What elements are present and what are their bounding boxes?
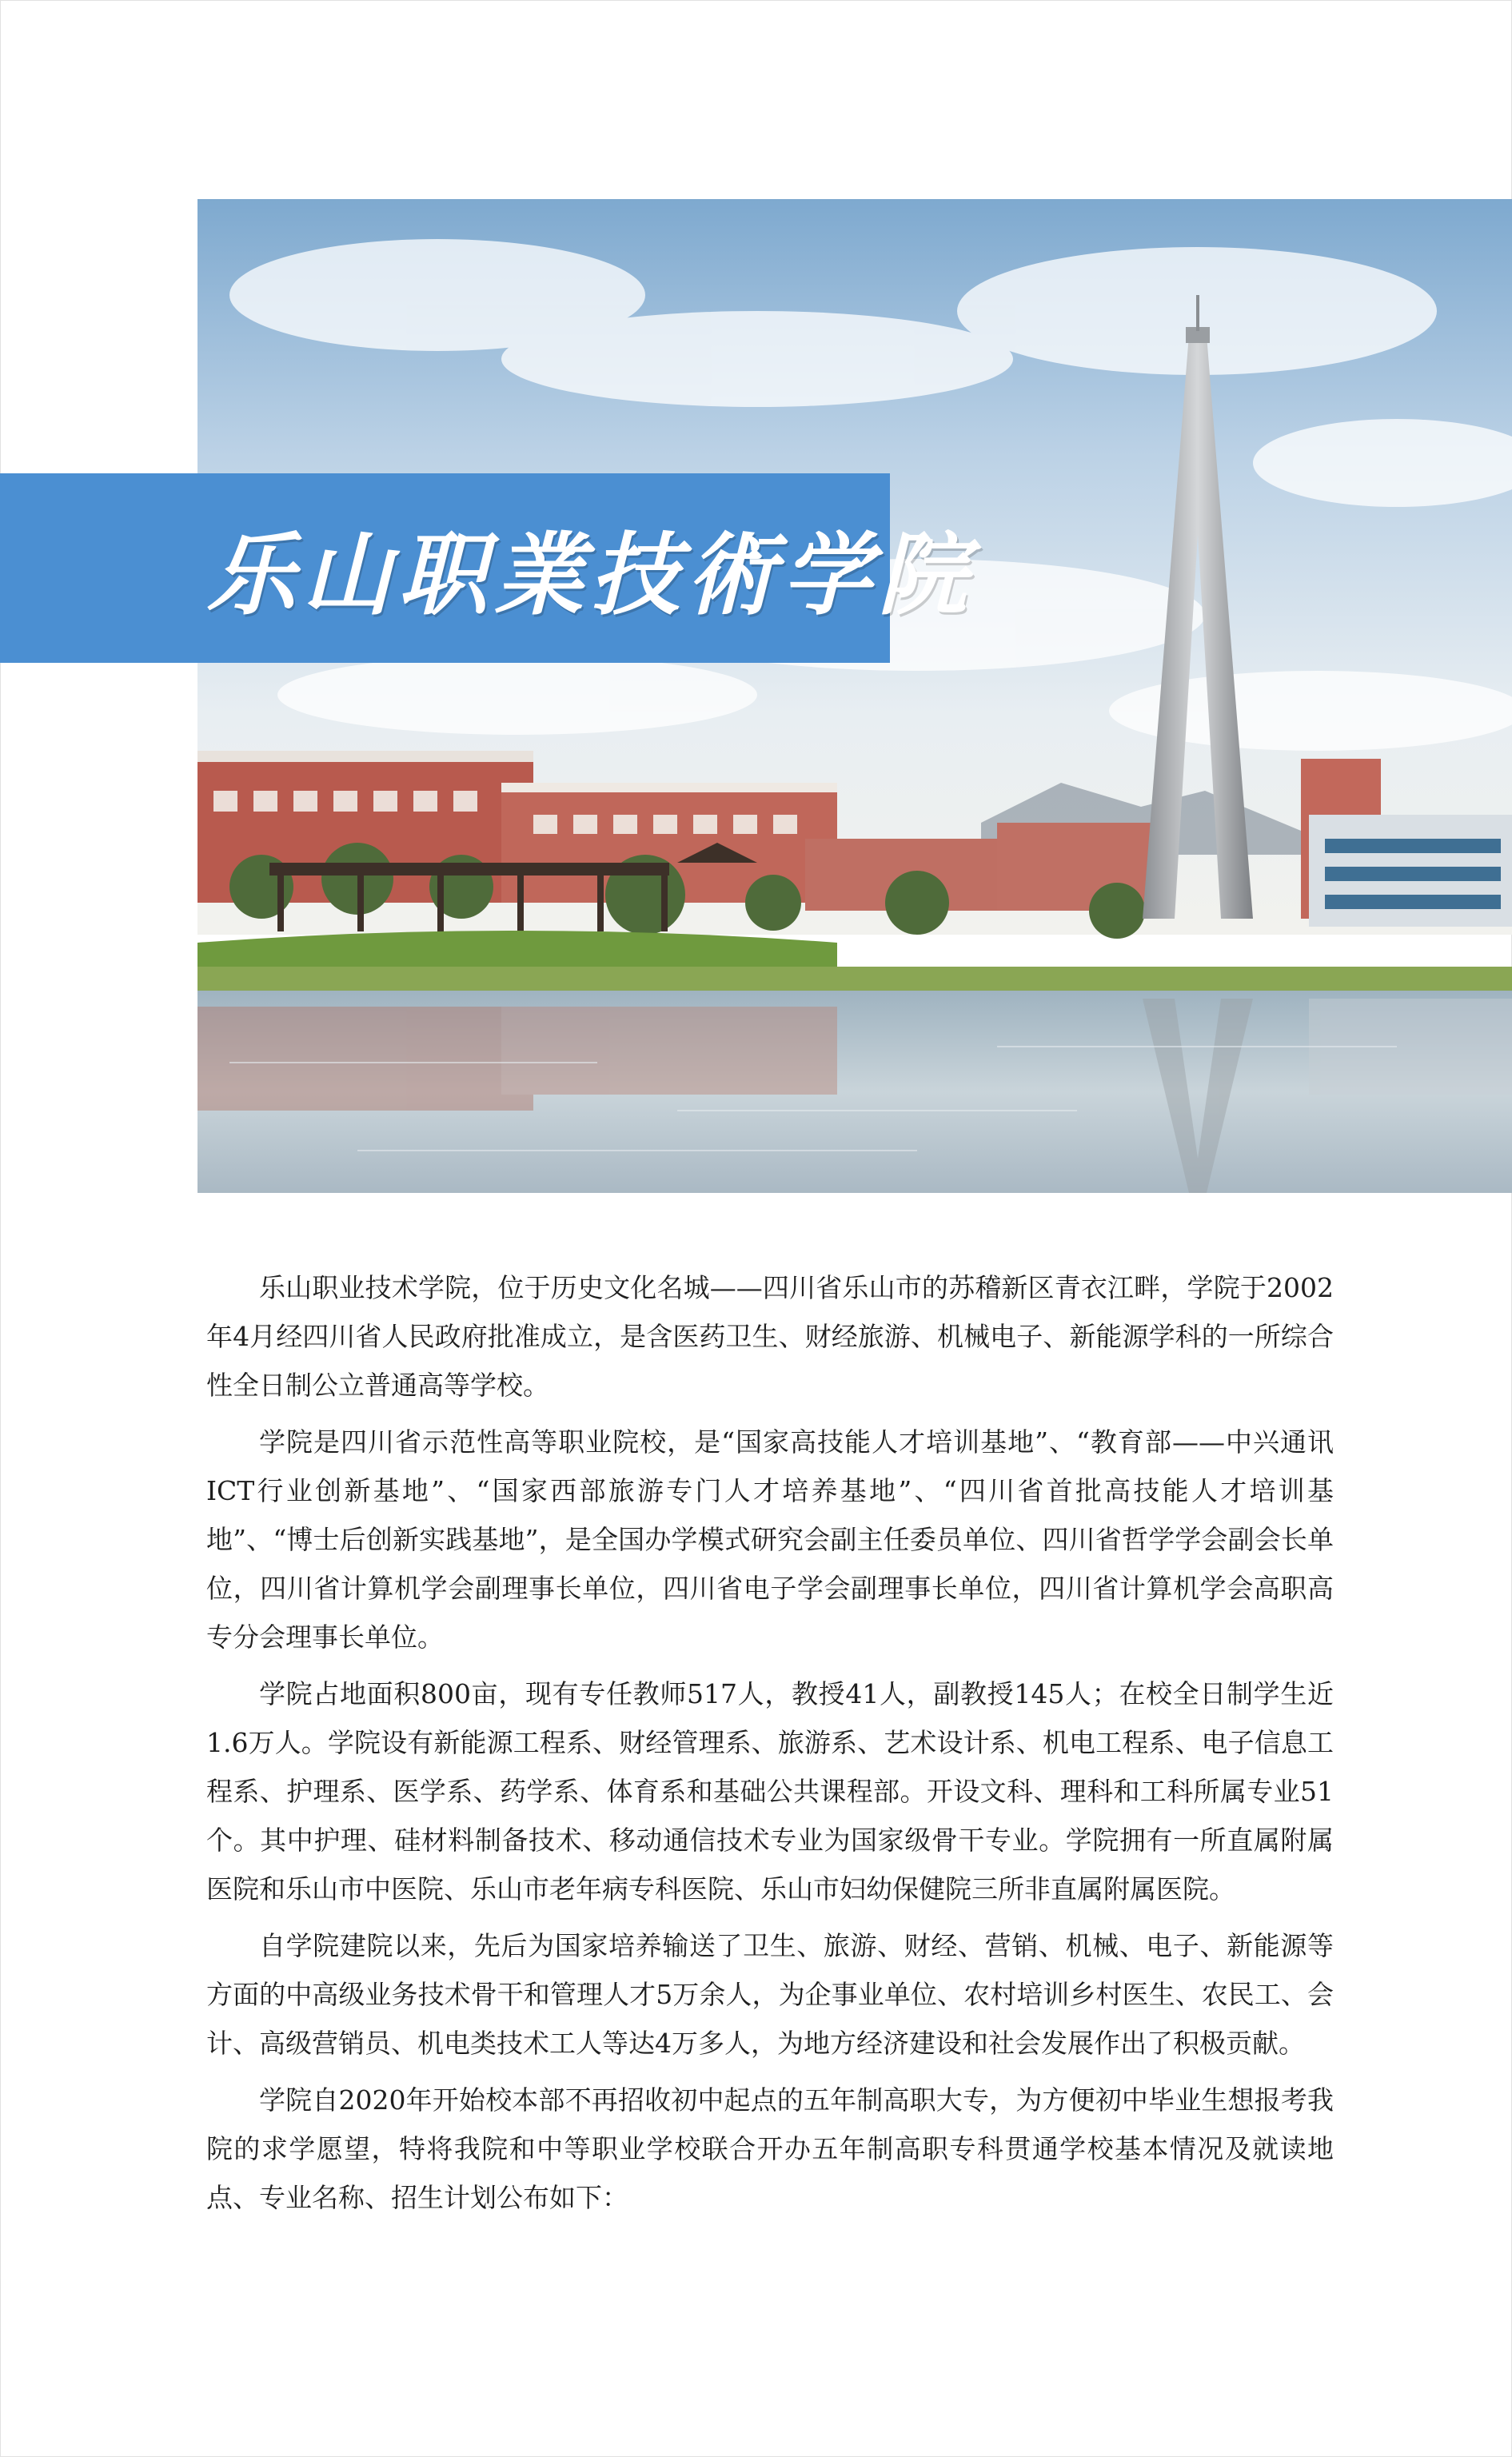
title-banner [0,473,974,663]
paragraph-1: 乐山职业技术学院，位于历史文化名城——四川省乐山市的苏稽新区青衣江畔，学院于2002年4月经四川省人民政府批准成立，是含医药卫生、财经旅游、机械电子、新能源学科的一所综合性全日制公立普通高等学校。 [206,1272,1334,1401]
paragraph-2: 学院是四川省示范性高等职业院校，是“国家高技能人才培训基地”、“教育部——中兴通讯ICT行业创新基地”、“国家西部旅游专门人才培养基地”、“四川省首批高技能人才培训基地”、“博士后创新实践基地”，是全国办学模式研究会副主任委员单位、四川省哲学学会副会长单位，四川省计算机学会副理事长单位，四川省电子学会副理事长单位，四川省计算机学会高职高专分会理事长单位。 [206,1426,1334,1653]
paragraph-3: 学院占地面积800亩，现有专任教师517人，教授41人，副教授145人；在校全日制学生近1.6万人。学院设有新能源工程系、财经管理系、旅游系、艺术设计系、机电工程系、电子信息工程系、护理系、医学系、药学系、体育系和基础公共课程部。开设文科、理科和工科所属专业51个。其中护理、硅材料制备技术、移动通信技术专业为国家级骨干专业。学院拥有一所直属附属医院和乐山市中医院、乐山市老年病专科医院、乐山市妇幼保健院三所非直属附属医院。 [206,1678,1334,1905]
paragraph-5: 学院自2020年开始校本部不再招收初中起点的五年制高职大专，为方便初中毕业生想报考我院的求学愿望，特将我院和中等职业学校联合开办五年制高职专科贯通学校基本情况及就读地点、专业名称、招生计划公布如下： [206,2084,1334,2213]
campus-photo [197,199,1512,1193]
article-body [206,1263,1334,2230]
paragraph-4: 自学院建院以来，先后为国家培养输送了卫生、旅游、财经、营销、机械、电子、新能源等方面的中高级业务技术骨干和管理人才5万余人，为企事业单位、农村培训乡村医生、农民工、会计、高级营销员、机电类技术工人等达4万多人，为地方经济建设和社会发展作出了积极贡献。 [206,1930,1334,2059]
school-name-calligraphy: 乐山职業技術学院 [206,522,974,628]
campus-photo-illustration [197,199,1512,1193]
